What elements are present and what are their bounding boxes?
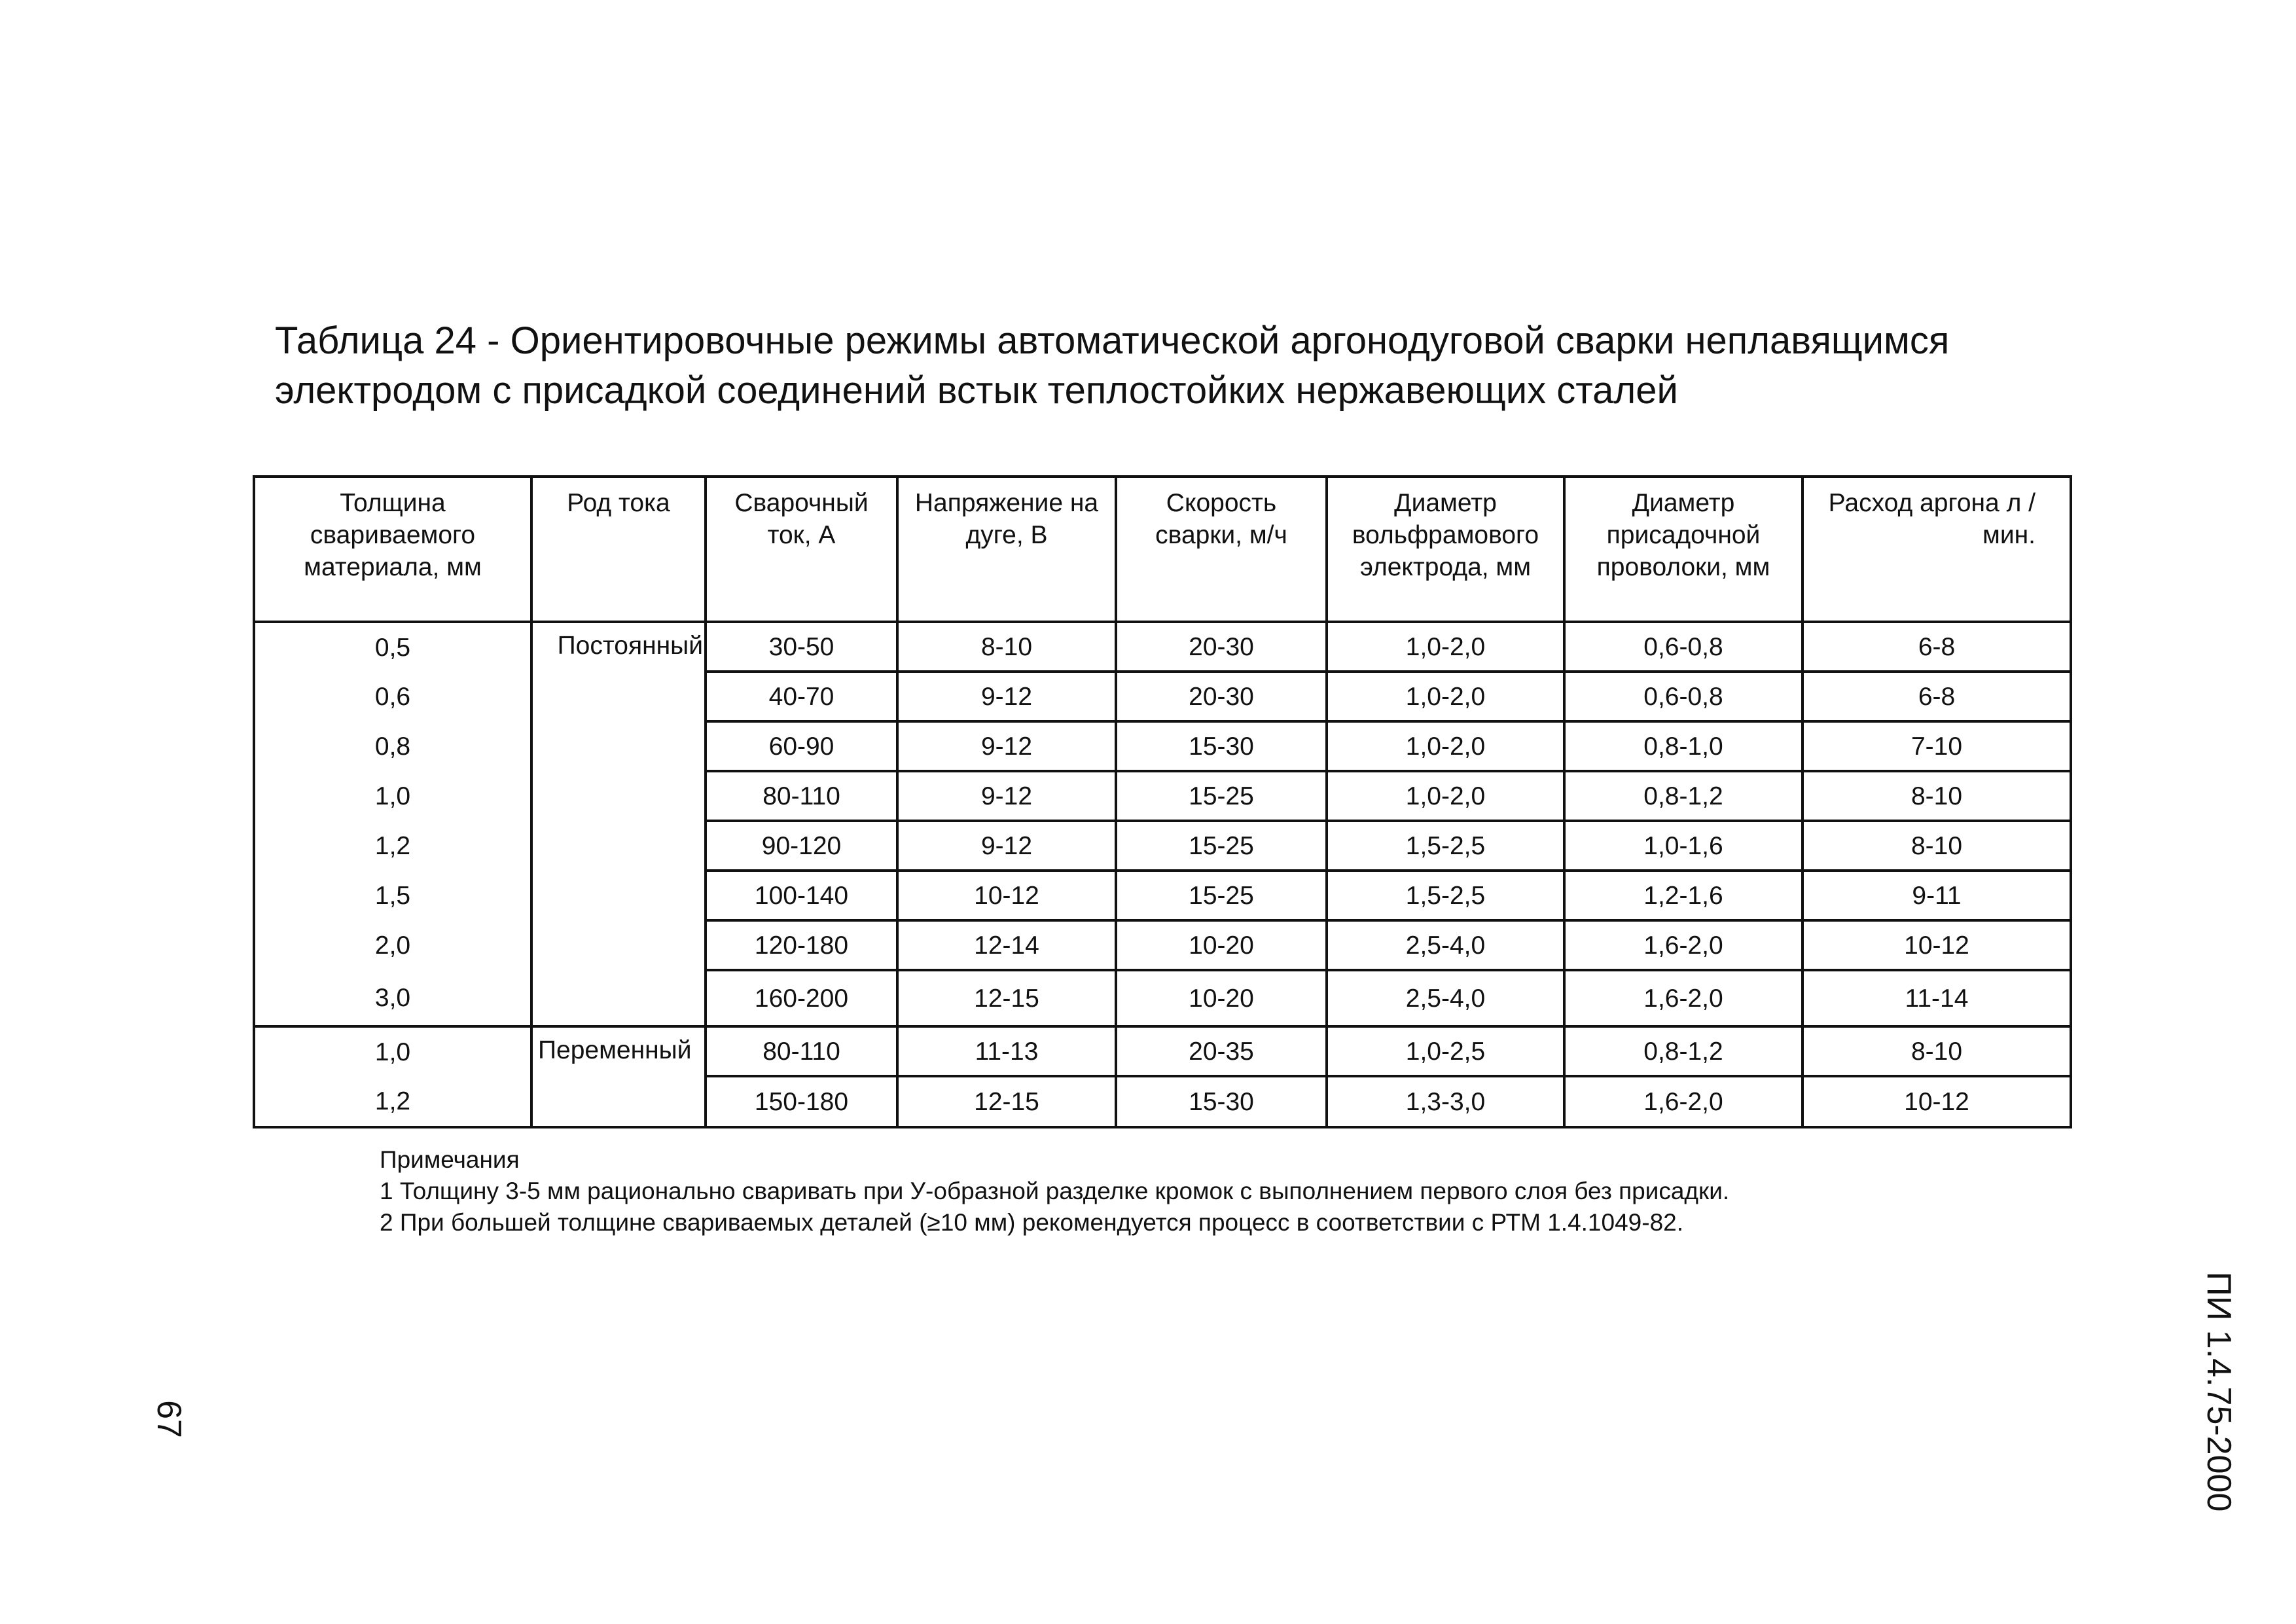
cell-thickness: 1,5 — [254, 871, 531, 920]
cell-filler-wire-diameter: 1,6-2,0 — [1564, 970, 1803, 1026]
header-argon-flow: Расход аргона л /мин. — [1803, 477, 2071, 622]
table-row — [254, 721, 2071, 771]
header-filler-wire-diameter: Диаметр присадочной проволоки, мм — [1564, 477, 1803, 622]
cell-thickness: 1,0 — [254, 1026, 531, 1076]
cell-welding-current: 80-110 — [706, 1026, 897, 1076]
note-2: 2 При большей толщине свариваемых деталей (≥10 мм) рекомендуется процесс в соответствии с РТМ 1.4.1049-82. — [380, 1209, 1684, 1236]
table-row — [254, 672, 2071, 721]
cell-arc-voltage: 12-14 — [897, 920, 1116, 970]
cell-argon-flow: 10-12 — [1803, 1076, 2071, 1127]
table-title — [275, 316, 2016, 416]
cell-filler-wire-diameter: 1,2-1,6 — [1564, 871, 1803, 920]
cell-argon-flow: 8-10 — [1803, 821, 2071, 871]
cell-argon-flow: 8-10 — [1803, 771, 2071, 821]
cell-argon-flow: 6-8 — [1803, 622, 2071, 672]
welding-modes-table — [253, 475, 2072, 1128]
cell-welding-current: 60-90 — [706, 721, 897, 771]
cell-electrode-diameter: 1,5-2,5 — [1327, 821, 1564, 871]
cell-argon-flow: 6-8 — [1803, 672, 2071, 721]
cell-current-type: Переменный — [531, 1026, 706, 1076]
cell-argon-flow: 7-10 — [1803, 721, 2071, 771]
notes-block — [380, 1144, 2081, 1238]
cell-welding-current: 90-120 — [706, 821, 897, 871]
cell-arc-voltage: 9-12 — [897, 771, 1116, 821]
cell-current-type-empty — [531, 771, 706, 821]
cell-electrode-diameter: 2,5-4,0 — [1327, 970, 1564, 1026]
table-row — [254, 771, 2071, 821]
cell-welding-current: 160-200 — [706, 970, 897, 1026]
cell-welding-speed: 10-20 — [1116, 970, 1327, 1026]
cell-thickness: 1,2 — [254, 1076, 531, 1127]
cell-filler-wire-diameter: 0,8-1,2 — [1564, 1026, 1803, 1076]
page-number: 67 — [150, 1400, 188, 1438]
header-arc-voltage: Напряжение на дуге, В — [897, 477, 1116, 622]
cell-welding-speed: 20-30 — [1116, 622, 1327, 672]
header-thickness: Толщина свариваемого материала, мм — [254, 477, 531, 622]
cell-welding-speed: 15-25 — [1116, 871, 1327, 920]
document-code: ПИ 1.4.75-2000 — [2200, 1271, 2238, 1512]
cell-arc-voltage: 8-10 — [897, 622, 1116, 672]
cell-arc-voltage: 9-12 — [897, 721, 1116, 771]
cell-current-type-empty — [531, 920, 706, 970]
table-header-row — [254, 477, 2071, 622]
table-row — [254, 871, 2071, 920]
cell-electrode-diameter: 1,0-2,0 — [1327, 771, 1564, 821]
header-tungsten-electrode-diameter: Диаметр вольфрамового электрода, мм — [1327, 477, 1564, 622]
cell-welding-current: 150-180 — [706, 1076, 897, 1127]
cell-argon-flow: 8-10 — [1803, 1026, 2071, 1076]
cell-current-type-empty — [531, 672, 706, 721]
cell-thickness: 2,0 — [254, 920, 531, 970]
cell-electrode-diameter: 2,5-4,0 — [1327, 920, 1564, 970]
cell-welding-speed: 20-35 — [1116, 1026, 1327, 1076]
cell-electrode-diameter: 1,3-3,0 — [1327, 1076, 1564, 1127]
cell-arc-voltage: 12-15 — [897, 970, 1116, 1026]
table-row — [254, 1076, 2071, 1127]
table-row — [254, 821, 2071, 871]
cell-thickness: 1,2 — [254, 821, 531, 871]
cell-welding-speed: 15-25 — [1116, 821, 1327, 871]
cell-current-type-empty — [531, 970, 706, 1026]
cell-thickness: 0,8 — [254, 721, 531, 771]
header-welding-speed: Скорость сварки, м/ч — [1116, 477, 1327, 622]
cell-current-type: Постоянный — [531, 622, 706, 672]
cell-electrode-diameter: 1,5-2,5 — [1327, 871, 1564, 920]
table-row — [254, 1026, 2071, 1076]
cell-electrode-diameter: 1,0-2,0 — [1327, 721, 1564, 771]
cell-arc-voltage: 9-12 — [897, 821, 1116, 871]
cell-welding-current: 120-180 — [706, 920, 897, 970]
note-1: 1 Толщину 3-5 мм рационально сваривать при У-образной разделке кромок с выполнением первого слоя без присадки. — [380, 1178, 1730, 1204]
table-row — [254, 970, 2071, 1026]
cell-argon-flow: 11-14 — [1803, 970, 2071, 1026]
header-welding-current: Сварочный ток, А — [706, 477, 897, 622]
cell-filler-wire-diameter: 1,0-1,6 — [1564, 821, 1803, 871]
cell-arc-voltage: 10-12 — [897, 871, 1116, 920]
cell-welding-speed: 10-20 — [1116, 920, 1327, 970]
cell-filler-wire-diameter: 0,8-1,2 — [1564, 771, 1803, 821]
title-line-2: электродом с присадкой соединений встык теплостойких нержавеющих сталей — [275, 369, 1678, 412]
cell-current-type-empty — [531, 871, 706, 920]
cell-arc-voltage: 9-12 — [897, 672, 1116, 721]
cell-current-type-empty — [531, 721, 706, 771]
cell-welding-current: 40-70 — [706, 672, 897, 721]
cell-current-type-empty — [531, 1076, 706, 1127]
cell-welding-speed: 20-30 — [1116, 672, 1327, 721]
table-row — [254, 622, 2071, 672]
cell-argon-flow: 10-12 — [1803, 920, 2071, 970]
cell-argon-flow: 9-11 — [1803, 871, 2071, 920]
table-body — [254, 477, 2071, 1127]
cell-welding-speed: 15-25 — [1116, 771, 1327, 821]
cell-thickness: 3,0 — [254, 970, 531, 1026]
cell-electrode-diameter: 1,0-2,5 — [1327, 1026, 1564, 1076]
cell-welding-current: 80-110 — [706, 771, 897, 821]
header-current-type: Род тока — [531, 477, 706, 622]
cell-current-type-empty — [531, 821, 706, 871]
cell-electrode-diameter: 1,0-2,0 — [1327, 672, 1564, 721]
cell-arc-voltage: 11-13 — [897, 1026, 1116, 1076]
cell-welding-current: 30-50 — [706, 622, 897, 672]
notes-heading: Примечания — [380, 1146, 520, 1173]
cell-filler-wire-diameter: 0,6-0,8 — [1564, 672, 1803, 721]
cell-welding-speed: 15-30 — [1116, 1076, 1327, 1127]
cell-thickness: 0,6 — [254, 672, 531, 721]
title-line-1: Таблица 24 - Ориентировочные режимы автоматической аргонодуговой сварки неплавящимся — [275, 319, 1950, 362]
cell-thickness: 1,0 — [254, 771, 531, 821]
cell-thickness: 0,5 — [254, 622, 531, 672]
cell-filler-wire-diameter: 0,6-0,8 — [1564, 622, 1803, 672]
cell-welding-speed: 15-30 — [1116, 721, 1327, 771]
cell-filler-wire-diameter: 1,6-2,0 — [1564, 1076, 1803, 1127]
table-row — [254, 920, 2071, 970]
cell-arc-voltage: 12-15 — [897, 1076, 1116, 1127]
cell-filler-wire-diameter: 1,6-2,0 — [1564, 920, 1803, 970]
cell-filler-wire-diameter: 0,8-1,0 — [1564, 721, 1803, 771]
cell-electrode-diameter: 1,0-2,0 — [1327, 622, 1564, 672]
cell-welding-current: 100-140 — [706, 871, 897, 920]
